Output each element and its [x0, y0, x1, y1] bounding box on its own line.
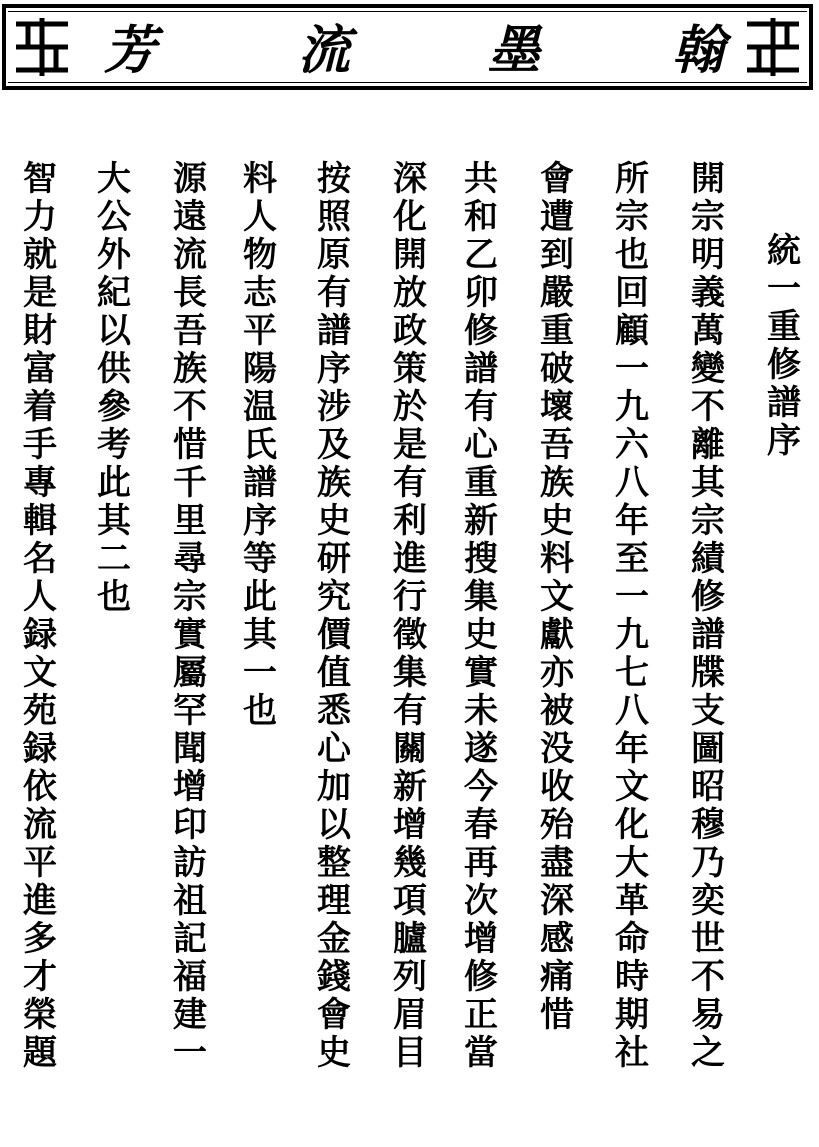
column-char: 大	[97, 159, 131, 199]
column-char: 集	[464, 577, 498, 617]
column-char: 有	[393, 691, 427, 731]
column-char: 譜	[317, 311, 351, 351]
column-char: 録	[23, 729, 57, 769]
column-char: 實	[173, 615, 207, 655]
column-char: 照	[317, 197, 351, 237]
column-char: 原	[317, 235, 351, 275]
column-char: 族	[540, 463, 574, 503]
column-char: 有	[393, 463, 427, 503]
column-char: 一	[615, 577, 649, 617]
column-char: 一	[615, 349, 649, 389]
column-char: 依	[23, 767, 57, 807]
column-char: 萬	[691, 311, 725, 351]
column-char: 深	[393, 159, 427, 199]
column-char: 痛	[540, 957, 574, 997]
text-column-6	[312, 160, 356, 1072]
banner-title-char-4: 翰	[672, 20, 725, 81]
column-char: 史	[317, 1033, 351, 1073]
column-char: 破	[540, 349, 574, 389]
column-char: 八	[615, 463, 649, 503]
column-char: 增	[173, 767, 207, 807]
column-char: 惜	[173, 425, 207, 465]
column-char: 譜	[691, 615, 725, 655]
column-char: 次	[464, 881, 498, 921]
column-char: 等	[243, 539, 277, 579]
column-char: 此	[243, 577, 277, 617]
column-char: 修	[464, 957, 498, 997]
column-char: 供	[97, 349, 131, 389]
banner-title-char-3: 墨	[488, 20, 541, 81]
column-char: 長	[173, 273, 207, 313]
column-char: 訪	[173, 843, 207, 883]
column-char: 八	[615, 691, 649, 731]
section-heading	[762, 232, 806, 460]
text-column-5	[388, 160, 432, 1072]
column-char: 乃	[691, 843, 725, 883]
column-char: 文	[23, 653, 57, 693]
column-char: 族	[173, 349, 207, 389]
column-char: 於	[393, 387, 427, 427]
column-char: 譜	[464, 349, 498, 389]
column-char: 不	[691, 957, 725, 997]
column-char: 開	[691, 159, 725, 199]
column-char: 會	[317, 995, 351, 1035]
column-char: 整	[317, 843, 351, 883]
column-char: 九	[615, 387, 649, 427]
column-char: 也	[615, 235, 649, 275]
column-char: 卯	[464, 273, 498, 313]
column-char: 惜	[540, 995, 574, 1035]
column-char: 一	[767, 269, 801, 309]
column-char: 史	[540, 501, 574, 541]
column-char: 録	[23, 615, 57, 655]
column-char: 錢	[317, 957, 351, 997]
column-char: 遠	[173, 197, 207, 237]
column-char: 增	[464, 919, 498, 959]
column-char: 穆	[691, 805, 725, 845]
column-char: 尋	[173, 539, 207, 579]
column-char: 祖	[173, 881, 207, 921]
column-char: 着	[23, 387, 57, 427]
column-char: 九	[615, 615, 649, 655]
column-char: 志	[243, 273, 277, 313]
column-char: 有	[464, 387, 498, 427]
column-char: 世	[691, 919, 725, 959]
column-char: 此	[97, 463, 131, 503]
column-char: 亦	[540, 653, 574, 693]
column-char: 重	[767, 307, 801, 347]
column-char: 政	[393, 311, 427, 351]
column-char: 搜	[464, 539, 498, 579]
column-char: 幾	[393, 843, 427, 883]
column-char: 其	[691, 463, 725, 503]
column-char: 及	[317, 425, 351, 465]
column-char: 感	[540, 919, 574, 959]
column-char: 殆	[540, 805, 574, 845]
column-char: 回	[615, 273, 649, 313]
text-column-8	[168, 160, 212, 1072]
column-char: 聞	[173, 729, 207, 769]
column-char: 支	[691, 691, 725, 731]
column-char: 深	[540, 881, 574, 921]
column-char: 是	[23, 273, 57, 313]
column-char: 今	[464, 767, 498, 807]
column-char: 易	[691, 995, 725, 1035]
column-char: 盡	[540, 843, 574, 883]
column-char: 屬	[173, 653, 207, 693]
column-char: 譜	[243, 463, 277, 503]
banner-title-char-2: 流	[298, 20, 351, 81]
column-char: 行	[393, 577, 427, 617]
column-char: 期	[615, 995, 649, 1035]
column-char: 之	[691, 1033, 725, 1073]
column-char: 年	[615, 501, 649, 541]
column-char: 未	[464, 691, 498, 731]
column-char: 項	[393, 881, 427, 921]
column-char: 目	[393, 1033, 427, 1073]
column-char: 春	[464, 805, 498, 845]
column-char: 列	[393, 957, 427, 997]
column-char: 一	[243, 653, 277, 693]
text-column-2	[610, 160, 654, 1072]
column-char: 也	[243, 691, 277, 731]
fret-ornament-right-icon	[743, 14, 803, 80]
column-char: 價	[317, 615, 351, 655]
column-char: 離	[691, 425, 725, 465]
column-char: 開	[393, 235, 427, 275]
column-char: 其	[97, 501, 131, 541]
column-char: 金	[317, 919, 351, 959]
column-char: 績	[691, 539, 725, 579]
column-char: 力	[23, 197, 57, 237]
column-char: 輯	[23, 501, 57, 541]
column-char: 譜	[767, 383, 801, 423]
column-char: 再	[464, 843, 498, 883]
column-char: 平	[23, 843, 57, 883]
column-char: 集	[393, 653, 427, 693]
column-char: 没	[540, 729, 574, 769]
column-char: 心	[464, 425, 498, 465]
column-char: 序	[317, 349, 351, 389]
column-char: 加	[317, 767, 351, 807]
banner-title-char-1: 芳	[104, 20, 157, 81]
column-char: 宗	[691, 197, 725, 237]
column-char: 也	[97, 577, 131, 617]
column-char: 温	[243, 387, 277, 427]
column-char: 臚	[393, 919, 427, 959]
column-char: 徵	[393, 615, 427, 655]
column-char: 吾	[173, 311, 207, 351]
text-column-9	[92, 160, 136, 616]
column-char: 獻	[540, 615, 574, 655]
column-char: 族	[317, 463, 351, 503]
column-char: 化	[615, 805, 649, 845]
column-char: 源	[173, 159, 207, 199]
column-char: 進	[23, 881, 57, 921]
column-char: 正	[464, 995, 498, 1035]
column-char: 利	[393, 501, 427, 541]
column-char: 里	[173, 501, 207, 541]
column-char: 是	[393, 425, 427, 465]
column-char: 進	[393, 539, 427, 579]
column-char: 和	[464, 197, 498, 237]
column-char: 牒	[691, 653, 725, 693]
column-char: 乙	[464, 235, 498, 275]
column-char: 參	[97, 387, 131, 427]
column-char: 不	[173, 387, 207, 427]
column-char: 圖	[691, 729, 725, 769]
column-char: 變	[691, 349, 725, 389]
column-char: 公	[97, 197, 131, 237]
column-char: 料	[243, 159, 277, 199]
column-char: 奕	[691, 881, 725, 921]
column-char: 名	[23, 539, 57, 579]
column-char: 遭	[540, 197, 574, 237]
column-char: 實	[464, 653, 498, 693]
column-char: 到	[540, 235, 574, 275]
column-char: 大	[615, 843, 649, 883]
column-char: 陽	[243, 349, 277, 389]
column-char: 才	[23, 957, 57, 997]
column-char: 時	[615, 957, 649, 997]
column-char: 榮	[23, 995, 57, 1035]
column-char: 收	[540, 767, 574, 807]
column-char: 究	[317, 577, 351, 617]
column-char: 眉	[393, 995, 427, 1035]
column-char: 策	[393, 349, 427, 389]
column-char: 不	[691, 387, 725, 427]
column-char: 考	[97, 425, 131, 465]
column-char: 苑	[23, 691, 57, 731]
column-char: 新	[393, 767, 427, 807]
column-char: 化	[393, 197, 427, 237]
column-char: 義	[691, 273, 725, 313]
column-char: 料	[540, 539, 574, 579]
column-char: 富	[23, 349, 57, 389]
column-char: 修	[691, 577, 725, 617]
column-char: 共	[464, 159, 498, 199]
text-column-1	[686, 160, 730, 1072]
column-char: 流	[173, 235, 207, 275]
column-char: 關	[393, 729, 427, 769]
column-char: 理	[317, 881, 351, 921]
column-char: 手	[23, 425, 57, 465]
text-column-4	[459, 160, 503, 1072]
text-column-3	[535, 160, 579, 1034]
column-char: 增	[393, 805, 427, 845]
column-char: 被	[540, 691, 574, 731]
column-char: 嚴	[540, 273, 574, 313]
column-char: 以	[97, 311, 131, 351]
column-char: 所	[615, 159, 649, 199]
column-char: 重	[464, 463, 498, 503]
column-char: 財	[23, 311, 57, 351]
column-char: 宗	[691, 501, 725, 541]
column-char: 序	[767, 421, 801, 461]
column-char: 記	[173, 919, 207, 959]
column-char: 其	[243, 615, 277, 655]
column-char: 建	[173, 995, 207, 1035]
column-char: 題	[23, 1033, 57, 1073]
column-char: 文	[615, 767, 649, 807]
column-char: 命	[615, 919, 649, 959]
column-char: 人	[243, 197, 277, 237]
column-char: 遂	[464, 729, 498, 769]
column-char: 昭	[691, 767, 725, 807]
column-char: 新	[464, 501, 498, 541]
column-char: 七	[615, 653, 649, 693]
column-char: 氏	[243, 425, 277, 465]
column-char: 專	[23, 463, 57, 503]
column-char: 人	[23, 577, 57, 617]
column-char: 宗	[173, 577, 207, 617]
column-char: 至	[615, 539, 649, 579]
column-char: 千	[173, 463, 207, 503]
column-char: 心	[317, 729, 351, 769]
column-char: 史	[464, 615, 498, 655]
column-char: 外	[97, 235, 131, 275]
column-char: 印	[173, 805, 207, 845]
title-banner	[2, 4, 813, 90]
column-char: 就	[23, 235, 57, 275]
column-char: 顧	[615, 311, 649, 351]
column-char: 吾	[540, 425, 574, 465]
column-char: 智	[23, 159, 57, 199]
column-char: 研	[317, 539, 351, 579]
column-char: 修	[464, 311, 498, 351]
column-char: 年	[615, 729, 649, 769]
column-char: 革	[615, 881, 649, 921]
column-char: 會	[540, 159, 574, 199]
column-char: 物	[243, 235, 277, 275]
column-char: 流	[23, 805, 57, 845]
text-column-7	[238, 160, 282, 730]
column-char: 罕	[173, 691, 207, 731]
column-char: 文	[540, 577, 574, 617]
column-char: 宗	[615, 197, 649, 237]
column-char: 壞	[540, 387, 574, 427]
column-char: 史	[317, 501, 351, 541]
column-char: 重	[540, 311, 574, 351]
column-char: 社	[615, 1033, 649, 1073]
column-char: 明	[691, 235, 725, 275]
column-char: 涉	[317, 387, 351, 427]
column-char: 以	[317, 805, 351, 845]
column-char: 修	[767, 345, 801, 385]
column-char: 二	[97, 539, 131, 579]
column-char: 悉	[317, 691, 351, 731]
column-char: 一	[173, 1033, 207, 1073]
column-char: 統	[767, 231, 801, 271]
column-char: 有	[317, 273, 351, 313]
column-char: 當	[464, 1033, 498, 1073]
column-char: 六	[615, 425, 649, 465]
column-char: 多	[23, 919, 57, 959]
column-char: 福	[173, 957, 207, 997]
column-char: 值	[317, 653, 351, 693]
column-char: 序	[243, 501, 277, 541]
column-char: 平	[243, 311, 277, 351]
column-char: 放	[393, 273, 427, 313]
fret-ornament-left-icon	[12, 14, 72, 80]
column-char: 按	[317, 159, 351, 199]
column-char: 紀	[97, 273, 131, 313]
text-column-10	[18, 160, 62, 1072]
